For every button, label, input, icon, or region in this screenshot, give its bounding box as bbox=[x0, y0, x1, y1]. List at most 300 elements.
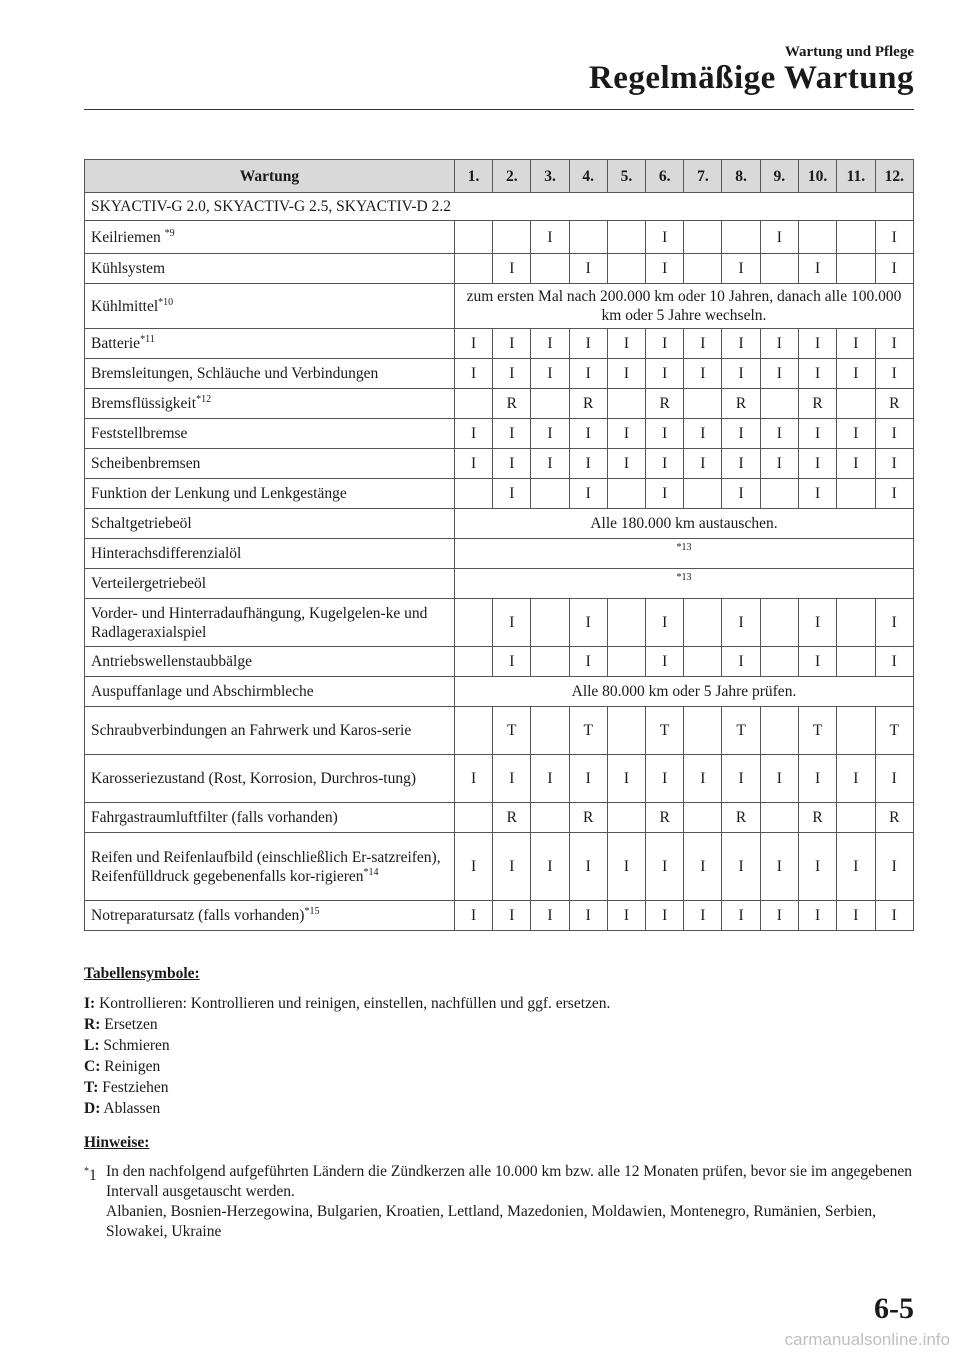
row-label bbox=[85, 647, 455, 677]
table-row bbox=[85, 539, 914, 569]
schedule-cell: I bbox=[607, 833, 645, 901]
table-row bbox=[85, 359, 914, 389]
row-label bbox=[85, 707, 455, 755]
schedule-cell: I bbox=[760, 449, 798, 479]
legend-text: Festziehen bbox=[102, 1079, 169, 1096]
schedule-cell bbox=[798, 221, 836, 254]
schedule-cell: I bbox=[837, 329, 875, 359]
row-label-text: Schaltgetriebeöl bbox=[91, 515, 192, 532]
schedule-cell: I bbox=[760, 833, 798, 901]
schedule-cell: I bbox=[646, 419, 684, 449]
schedule-cell: I bbox=[722, 254, 760, 284]
schedule-cell: I bbox=[875, 833, 913, 901]
row-label bbox=[85, 389, 455, 419]
schedule-cell bbox=[760, 647, 798, 677]
schedule-cell: I bbox=[798, 755, 836, 803]
schedule-cell: I bbox=[684, 833, 722, 901]
row-label bbox=[85, 221, 455, 254]
row-label bbox=[85, 677, 455, 707]
schedule-cell: I bbox=[760, 901, 798, 931]
schedule-cell: I bbox=[837, 449, 875, 479]
legend-title: Tabellensymbole: bbox=[84, 965, 200, 982]
table-row bbox=[85, 419, 914, 449]
schedule-cell: I bbox=[569, 901, 607, 931]
schedule-cell bbox=[837, 254, 875, 284]
row-label bbox=[85, 803, 455, 833]
schedule-cell: I bbox=[569, 647, 607, 677]
schedule-cell: I bbox=[569, 254, 607, 284]
page-number: 6-5 bbox=[874, 1292, 914, 1325]
schedule-cell bbox=[760, 803, 798, 833]
schedule-cell bbox=[607, 221, 645, 254]
table-group-row bbox=[85, 193, 914, 221]
legend-item bbox=[84, 1056, 914, 1077]
schedule-cell: I bbox=[646, 221, 684, 254]
row-label-text: Bremsleitungen, Schläuche und Verbindungen bbox=[91, 365, 379, 382]
schedule-cell: I bbox=[454, 901, 492, 931]
schedule-cell bbox=[760, 707, 798, 755]
watermark: carmanualsonline.info bbox=[784, 1330, 950, 1349]
table-row bbox=[85, 509, 914, 539]
schedule-cell: R bbox=[798, 389, 836, 419]
schedule-cell bbox=[607, 803, 645, 833]
schedule-cell: I bbox=[722, 359, 760, 389]
interval-note: Alle 180.000 km austauschen. bbox=[454, 509, 913, 539]
legend-item bbox=[84, 993, 914, 1014]
schedule-cell: I bbox=[837, 359, 875, 389]
legend-text: Kontrollieren: Kontrollieren und reinigen, einstellen, nachfüllen und ggf. ersetzen. bbox=[99, 995, 611, 1012]
schedule-cell: I bbox=[760, 755, 798, 803]
schedule-cell: I bbox=[646, 901, 684, 931]
schedule-cell: R bbox=[646, 389, 684, 419]
schedule-cell: I bbox=[454, 359, 492, 389]
row-label bbox=[85, 449, 455, 479]
row-label-text: Antriebswellenstaubbälge bbox=[91, 653, 252, 670]
column-header-12: 12. bbox=[875, 160, 913, 193]
schedule-cell: I bbox=[493, 647, 531, 677]
schedule-cell: I bbox=[684, 449, 722, 479]
schedule-cell: I bbox=[569, 449, 607, 479]
schedule-cell bbox=[837, 389, 875, 419]
row-label bbox=[85, 901, 455, 931]
schedule-cell bbox=[493, 221, 531, 254]
legend-text: Schmieren bbox=[103, 1037, 170, 1054]
schedule-cell: I bbox=[837, 419, 875, 449]
schedule-cell: I bbox=[798, 901, 836, 931]
footnote-ref: *13 bbox=[676, 541, 692, 553]
column-header-7: 7. bbox=[684, 160, 722, 193]
schedule-cell: I bbox=[798, 647, 836, 677]
schedule-cell: I bbox=[760, 419, 798, 449]
schedule-cell: T bbox=[798, 707, 836, 755]
row-label bbox=[85, 359, 455, 389]
schedule-cell bbox=[454, 647, 492, 677]
row-label-text: Notreparatursatz (falls vorhanden) bbox=[91, 907, 305, 924]
table-row bbox=[85, 569, 914, 599]
schedule-cell: I bbox=[798, 254, 836, 284]
legend-item bbox=[84, 1035, 914, 1056]
schedule-cell: I bbox=[493, 359, 531, 389]
table-row bbox=[85, 677, 914, 707]
schedule-cell: I bbox=[531, 833, 569, 901]
footnote-text: Albanien, Bosnien-Herzegowina, Bulgarien, Kroatien, Lettland, Mazedonien, Moldawien, Montenegro, Rumänien, Serbien, Slowakei, Ukraine bbox=[106, 1203, 877, 1240]
schedule-cell: I bbox=[607, 901, 645, 931]
schedule-cell: R bbox=[569, 803, 607, 833]
table-row bbox=[85, 803, 914, 833]
schedule-cell bbox=[837, 221, 875, 254]
schedule-cell: I bbox=[646, 359, 684, 389]
footnote-ref: *14 bbox=[363, 866, 379, 878]
schedule-cell bbox=[684, 479, 722, 509]
schedule-cell: I bbox=[493, 254, 531, 284]
row-label bbox=[85, 479, 455, 509]
schedule-cell: I bbox=[798, 329, 836, 359]
row-label-text: Bremsflüssigkeit bbox=[91, 395, 197, 412]
schedule-cell bbox=[454, 389, 492, 419]
table-row bbox=[85, 389, 914, 419]
column-header-9: 9. bbox=[760, 160, 798, 193]
schedule-cell: I bbox=[722, 419, 760, 449]
schedule-cell: I bbox=[684, 419, 722, 449]
legend-item bbox=[84, 1098, 914, 1119]
schedule-cell: I bbox=[646, 449, 684, 479]
legend-key: C: bbox=[84, 1058, 101, 1075]
row-label bbox=[85, 284, 455, 329]
schedule-cell bbox=[760, 254, 798, 284]
schedule-cell: I bbox=[722, 479, 760, 509]
schedule-cell: I bbox=[760, 329, 798, 359]
schedule-cell: I bbox=[875, 901, 913, 931]
schedule-cell: I bbox=[454, 833, 492, 901]
row-label-text: Batterie bbox=[91, 335, 141, 352]
row-label bbox=[85, 599, 455, 647]
schedule-cell: I bbox=[531, 755, 569, 803]
schedule-cell: I bbox=[722, 647, 760, 677]
footnote-ref: *15 bbox=[304, 905, 320, 917]
column-header-4: 4. bbox=[569, 160, 607, 193]
interval-note: zum ersten Mal nach 200.000 km oder 10 Jahren, danach alle 100.000 km oder 5 Jahre wechseln. bbox=[454, 284, 913, 329]
schedule-cell: I bbox=[760, 359, 798, 389]
schedule-cell: R bbox=[722, 389, 760, 419]
schedule-cell: I bbox=[684, 755, 722, 803]
table-row bbox=[85, 647, 914, 677]
row-label-text: Karosseriezustand (Rost, Korrosion, Durchros-tung) bbox=[91, 770, 417, 787]
schedule-cell: I bbox=[646, 647, 684, 677]
schedule-cell bbox=[760, 389, 798, 419]
section-header: Wartung und Pflege bbox=[784, 44, 914, 60]
row-label-text: Keilriemen bbox=[91, 228, 165, 246]
schedule-cell: R bbox=[798, 803, 836, 833]
legend-key: I: bbox=[84, 995, 96, 1012]
notes bbox=[84, 1133, 914, 1242]
table-row bbox=[85, 449, 914, 479]
schedule-cell: I bbox=[531, 419, 569, 449]
footnote-text: In den nachfolgend aufgeführten Ländern die Zündkerzen alle 10.000 km bzw. alle 12 Monaten prüfen, bevor sie im angegebenen Intervall ausgetauscht werden. bbox=[106, 1163, 912, 1200]
row-label bbox=[85, 254, 455, 284]
legend-key: L: bbox=[84, 1037, 100, 1054]
schedule-cell: I bbox=[875, 755, 913, 803]
schedule-cell bbox=[684, 389, 722, 419]
schedule-cell bbox=[607, 599, 645, 647]
footnote-ref: *9 bbox=[164, 227, 175, 239]
footnote-ref: *13 bbox=[676, 571, 692, 583]
schedule-cell: I bbox=[646, 479, 684, 509]
legend-text: Reinigen bbox=[104, 1058, 161, 1075]
schedule-cell: R bbox=[493, 389, 531, 419]
schedule-cell: I bbox=[798, 479, 836, 509]
schedule-cell bbox=[837, 599, 875, 647]
row-label-text: Kühlsystem bbox=[91, 260, 166, 277]
schedule-cell bbox=[569, 221, 607, 254]
schedule-cell: I bbox=[454, 755, 492, 803]
schedule-cell: I bbox=[875, 419, 913, 449]
schedule-cell: I bbox=[454, 449, 492, 479]
schedule-cell: I bbox=[569, 359, 607, 389]
schedule-cell: I bbox=[569, 329, 607, 359]
schedule-cell: I bbox=[684, 359, 722, 389]
table-row bbox=[85, 254, 914, 284]
column-header-8: 8. bbox=[722, 160, 760, 193]
schedule-cell: R bbox=[722, 803, 760, 833]
page-title: Regelmäßige Wartung bbox=[588, 60, 914, 96]
column-header-11: 11. bbox=[837, 160, 875, 193]
schedule-cell: I bbox=[454, 419, 492, 449]
schedule-cell: I bbox=[722, 901, 760, 931]
table-row bbox=[85, 329, 914, 359]
schedule-cell bbox=[531, 647, 569, 677]
schedule-cell bbox=[454, 254, 492, 284]
legend-item bbox=[84, 1077, 914, 1098]
column-header-5: 5. bbox=[607, 160, 645, 193]
schedule-cell: I bbox=[493, 419, 531, 449]
table-row bbox=[85, 901, 914, 931]
row-label-text: Verteilergetriebeöl bbox=[91, 575, 207, 592]
schedule-cell bbox=[454, 707, 492, 755]
table-row bbox=[85, 479, 914, 509]
schedule-cell: I bbox=[875, 221, 913, 254]
schedule-cell: I bbox=[646, 833, 684, 901]
engine-group-label: SKYACTIV-G 2.0, SKYACTIV-G 2.5, SKYACTIV-D 2.2 bbox=[85, 193, 914, 221]
schedule-cell: I bbox=[493, 833, 531, 901]
schedule-cell bbox=[531, 254, 569, 284]
maintenance-table bbox=[84, 159, 914, 931]
schedule-cell bbox=[722, 221, 760, 254]
legend bbox=[84, 963, 914, 1119]
schedule-cell bbox=[454, 479, 492, 509]
schedule-cell: I bbox=[569, 599, 607, 647]
row-label-text: Scheibenbremsen bbox=[91, 455, 201, 472]
schedule-cell: I bbox=[493, 449, 531, 479]
schedule-cell bbox=[454, 221, 492, 254]
schedule-cell: I bbox=[531, 329, 569, 359]
row-label-text: Kühlmittel bbox=[91, 297, 159, 315]
schedule-cell: I bbox=[607, 755, 645, 803]
schedule-cell: I bbox=[493, 755, 531, 803]
schedule-cell bbox=[837, 707, 875, 755]
schedule-cell bbox=[531, 599, 569, 647]
schedule-cell: I bbox=[531, 221, 569, 254]
row-label-text: Fahrgastraumluftfilter (falls vorhanden) bbox=[91, 809, 338, 826]
schedule-cell: T bbox=[722, 707, 760, 755]
schedule-cell bbox=[684, 707, 722, 755]
schedule-cell: I bbox=[493, 599, 531, 647]
schedule-cell bbox=[684, 599, 722, 647]
footnote-ref: *12 bbox=[196, 393, 212, 405]
legend-item bbox=[84, 1014, 914, 1035]
schedule-cell bbox=[684, 221, 722, 254]
column-header-10: 10. bbox=[798, 160, 836, 193]
schedule-cell: I bbox=[722, 755, 760, 803]
schedule-cell: I bbox=[875, 647, 913, 677]
row-label-text: Funktion der Lenkung und Lenkgestänge bbox=[91, 485, 347, 502]
schedule-cell bbox=[760, 479, 798, 509]
schedule-cell: I bbox=[531, 359, 569, 389]
schedule-cell: T bbox=[646, 707, 684, 755]
footnote-mark-star: * bbox=[84, 1166, 89, 1177]
schedule-cell: T bbox=[875, 707, 913, 755]
schedule-cell: I bbox=[875, 329, 913, 359]
schedule-cell: I bbox=[607, 419, 645, 449]
schedule-cell bbox=[531, 707, 569, 755]
row-label-text: Vorder- und Hinterradaufhängung, Kugelgelen-ke und Radlageraxialspiel bbox=[91, 604, 428, 641]
schedule-cell: R bbox=[875, 803, 913, 833]
row-label bbox=[85, 755, 455, 803]
row-label bbox=[85, 509, 455, 539]
schedule-cell: I bbox=[493, 329, 531, 359]
schedule-cell: I bbox=[760, 221, 798, 254]
schedule-cell: R bbox=[493, 803, 531, 833]
schedule-cell bbox=[607, 479, 645, 509]
legend-text: Ablassen bbox=[103, 1100, 161, 1117]
schedule-cell bbox=[684, 647, 722, 677]
row-label bbox=[85, 419, 455, 449]
schedule-cell bbox=[607, 647, 645, 677]
schedule-cell: I bbox=[875, 254, 913, 284]
schedule-cell: I bbox=[798, 419, 836, 449]
schedule-cell bbox=[684, 803, 722, 833]
row-label bbox=[85, 539, 455, 569]
schedule-cell: I bbox=[607, 449, 645, 479]
schedule-cell: I bbox=[569, 833, 607, 901]
schedule-cell: T bbox=[569, 707, 607, 755]
schedule-cell: I bbox=[875, 479, 913, 509]
schedule-cell: I bbox=[837, 901, 875, 931]
schedule-cell: R bbox=[875, 389, 913, 419]
schedule-cell: T bbox=[493, 707, 531, 755]
table-row bbox=[85, 221, 914, 254]
schedule-cell: I bbox=[722, 449, 760, 479]
row-label-text: Auspuffanlage und Abschirmbleche bbox=[91, 683, 314, 700]
schedule-cell: I bbox=[569, 419, 607, 449]
legend-key: D: bbox=[84, 1100, 101, 1117]
schedule-cell: I bbox=[493, 901, 531, 931]
schedule-cell: I bbox=[569, 755, 607, 803]
table-header-row bbox=[85, 160, 914, 193]
legend-text: Ersetzen bbox=[104, 1016, 158, 1033]
schedule-cell: I bbox=[875, 599, 913, 647]
column-header-2: 2. bbox=[493, 160, 531, 193]
schedule-cell: I bbox=[684, 329, 722, 359]
schedule-cell: I bbox=[722, 329, 760, 359]
row-label bbox=[85, 569, 455, 599]
schedule-cell bbox=[531, 479, 569, 509]
schedule-cell bbox=[837, 479, 875, 509]
schedule-cell bbox=[837, 803, 875, 833]
row-label bbox=[85, 329, 455, 359]
legend-key: T: bbox=[84, 1079, 99, 1096]
row-label-text: Hinterachsdifferenzialöl bbox=[91, 545, 242, 562]
schedule-cell bbox=[454, 599, 492, 647]
schedule-cell: I bbox=[798, 599, 836, 647]
schedule-cell: I bbox=[607, 329, 645, 359]
footnote-mark bbox=[84, 1162, 97, 1186]
table-row bbox=[85, 284, 914, 329]
notes-title: Hinweise: bbox=[84, 1134, 150, 1151]
interval-note bbox=[454, 539, 913, 569]
row-label-text: Schraubverbindungen an Fahrwerk und Karos-serie bbox=[91, 722, 412, 739]
row-label-text: Reifen und Reifenlaufbild (einschließlich Er-satzreifen), Reifenfülldruck gegebenenfalls kor-rigieren bbox=[91, 848, 441, 885]
schedule-cell: I bbox=[837, 755, 875, 803]
schedule-cell: I bbox=[798, 833, 836, 901]
schedule-cell: I bbox=[454, 329, 492, 359]
table-row bbox=[85, 833, 914, 901]
column-header-wartung: Wartung bbox=[85, 160, 455, 193]
schedule-cell: I bbox=[722, 833, 760, 901]
schedule-cell bbox=[607, 707, 645, 755]
schedule-cell bbox=[531, 803, 569, 833]
schedule-cell: I bbox=[646, 329, 684, 359]
schedule-cell: R bbox=[569, 389, 607, 419]
legend-key: R: bbox=[84, 1016, 101, 1033]
row-label-text: Feststellbremse bbox=[91, 425, 188, 442]
footnote-ref: *10 bbox=[158, 296, 174, 308]
schedule-cell: I bbox=[684, 901, 722, 931]
schedule-cell bbox=[531, 389, 569, 419]
schedule-cell: I bbox=[798, 449, 836, 479]
schedule-cell bbox=[684, 254, 722, 284]
schedule-cell: R bbox=[646, 803, 684, 833]
column-header-3: 3. bbox=[531, 160, 569, 193]
schedule-cell: I bbox=[875, 359, 913, 389]
schedule-cell: I bbox=[569, 479, 607, 509]
schedule-cell: I bbox=[646, 254, 684, 284]
footnote-ref: *11 bbox=[140, 333, 155, 345]
schedule-cell: I bbox=[607, 359, 645, 389]
row-label bbox=[85, 833, 455, 901]
schedule-cell bbox=[607, 254, 645, 284]
table-row bbox=[85, 599, 914, 647]
schedule-cell bbox=[607, 389, 645, 419]
footnote bbox=[84, 1162, 914, 1242]
column-header-6: 6. bbox=[646, 160, 684, 193]
schedule-cell: I bbox=[531, 449, 569, 479]
table-row bbox=[85, 707, 914, 755]
interval-note bbox=[454, 569, 913, 599]
schedule-cell: I bbox=[646, 599, 684, 647]
schedule-cell bbox=[760, 599, 798, 647]
header-divider bbox=[84, 109, 914, 110]
schedule-cell: I bbox=[798, 359, 836, 389]
schedule-cell: I bbox=[531, 901, 569, 931]
interval-note: Alle 80.000 km oder 5 Jahre prüfen. bbox=[454, 677, 913, 707]
schedule-cell: I bbox=[493, 479, 531, 509]
schedule-cell: I bbox=[837, 833, 875, 901]
column-header-1: 1. bbox=[454, 160, 492, 193]
schedule-cell: I bbox=[875, 449, 913, 479]
schedule-cell: I bbox=[646, 755, 684, 803]
schedule-cell bbox=[454, 803, 492, 833]
schedule-cell: I bbox=[722, 599, 760, 647]
